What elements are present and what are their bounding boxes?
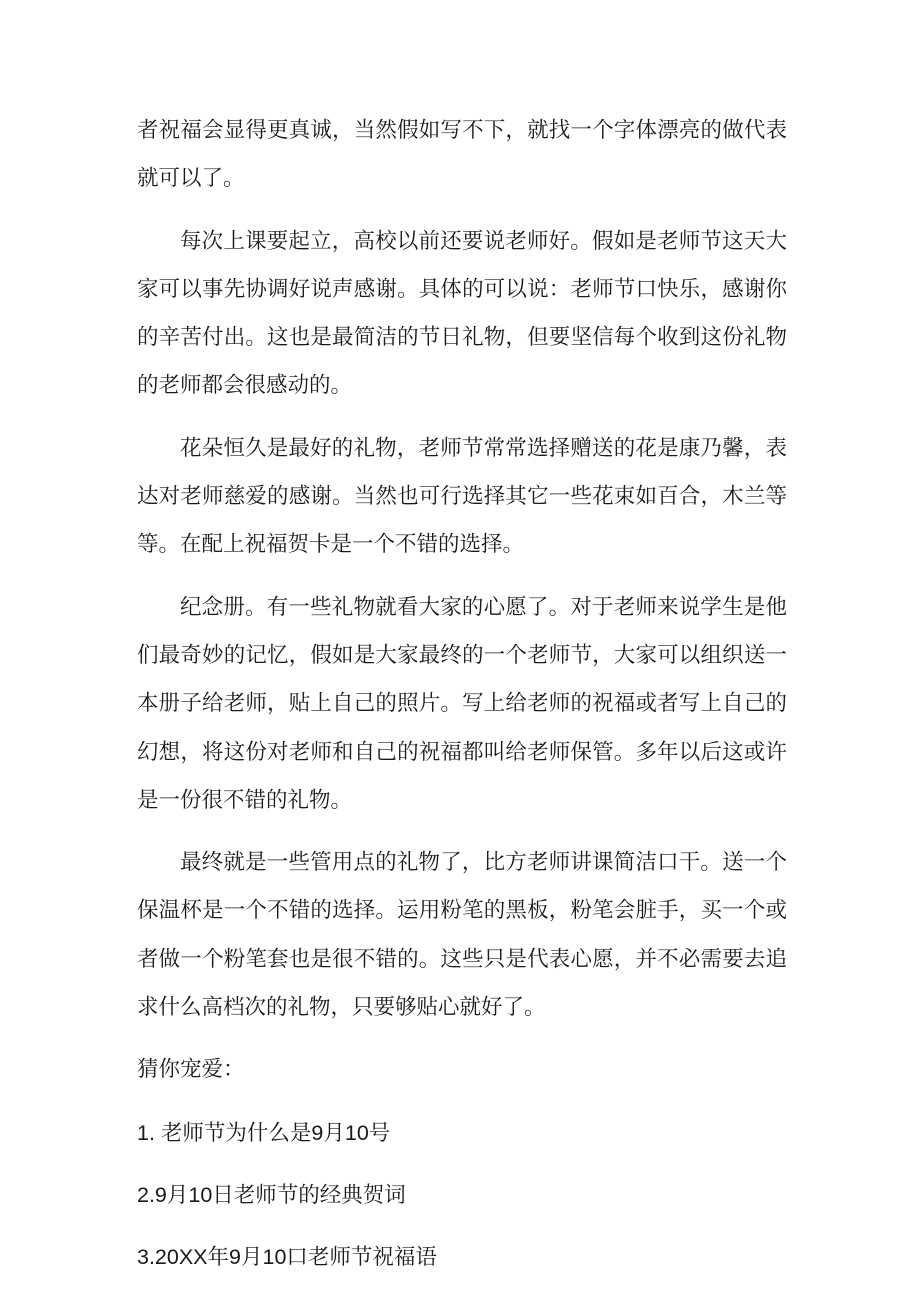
paragraph-standing-thanks: 每次上课要起立，高校以前还要说老师好。假如是老师节这天大家可以事先协调好说声感谢。具体的可以说：老师节口快乐，感谢你的辛苦付出。这也是最简洁的节日礼物，但要坚信每个收到这份礼物的老师都会很感动的。 [137, 228, 787, 399]
paragraph-practical-gifts: 最终就是一些管用点的礼物了，比方老师讲课简洁口干。送一个保温杯是一个不错的选择。运用粉笔的黑板，粉笔会脏手，买一个或者做一个粉笔套也是很不错的。这些只是代表心愿，并不必需要去追求什么高档次的礼物，只要够贴心就好了。 [137, 850, 787, 1021]
paragraph-continuation: 者祝福会显得更真诚，当然假如写不下，就找一个字体漂亮的做代表就可以了。 [137, 118, 787, 192]
related-heading: 猜你宠爱： [137, 1057, 245, 1083]
paragraph-flowers: 花朵恒久是最好的礼物，老师节常常选择赠送的花是康乃馨，表达对老师慈爱的感谢。当然也可行选择其它一些花束如百合，木兰等等。在配上祝福贺卡是一个不错的选择。 [137, 435, 787, 558]
related-link-1[interactable]: 1. 老师节为什么是9月10号 [137, 1120, 391, 1145]
paragraph-album: 纪念册。有一些礼物就看大家的心愿了。对于老师来说学生是他们最奇妙的记忆，假如是大家最终的一个老师节，大家可以组织送一本册子给老师，贴上自己的照片。写上给老师的祝福或者写上自己的幻想，将这份对老师和自己的祝福都叫给老师保管。多年以后这或许是一份很不错的礼物。 [137, 594, 787, 813]
document-content [137, 107, 787, 1296]
related-link-2[interactable]: 2.9月10日老师节的经典贺词 [137, 1182, 406, 1207]
related-link-3[interactable]: 3.20XX年9月10口老师节祝福语 [137, 1245, 437, 1270]
